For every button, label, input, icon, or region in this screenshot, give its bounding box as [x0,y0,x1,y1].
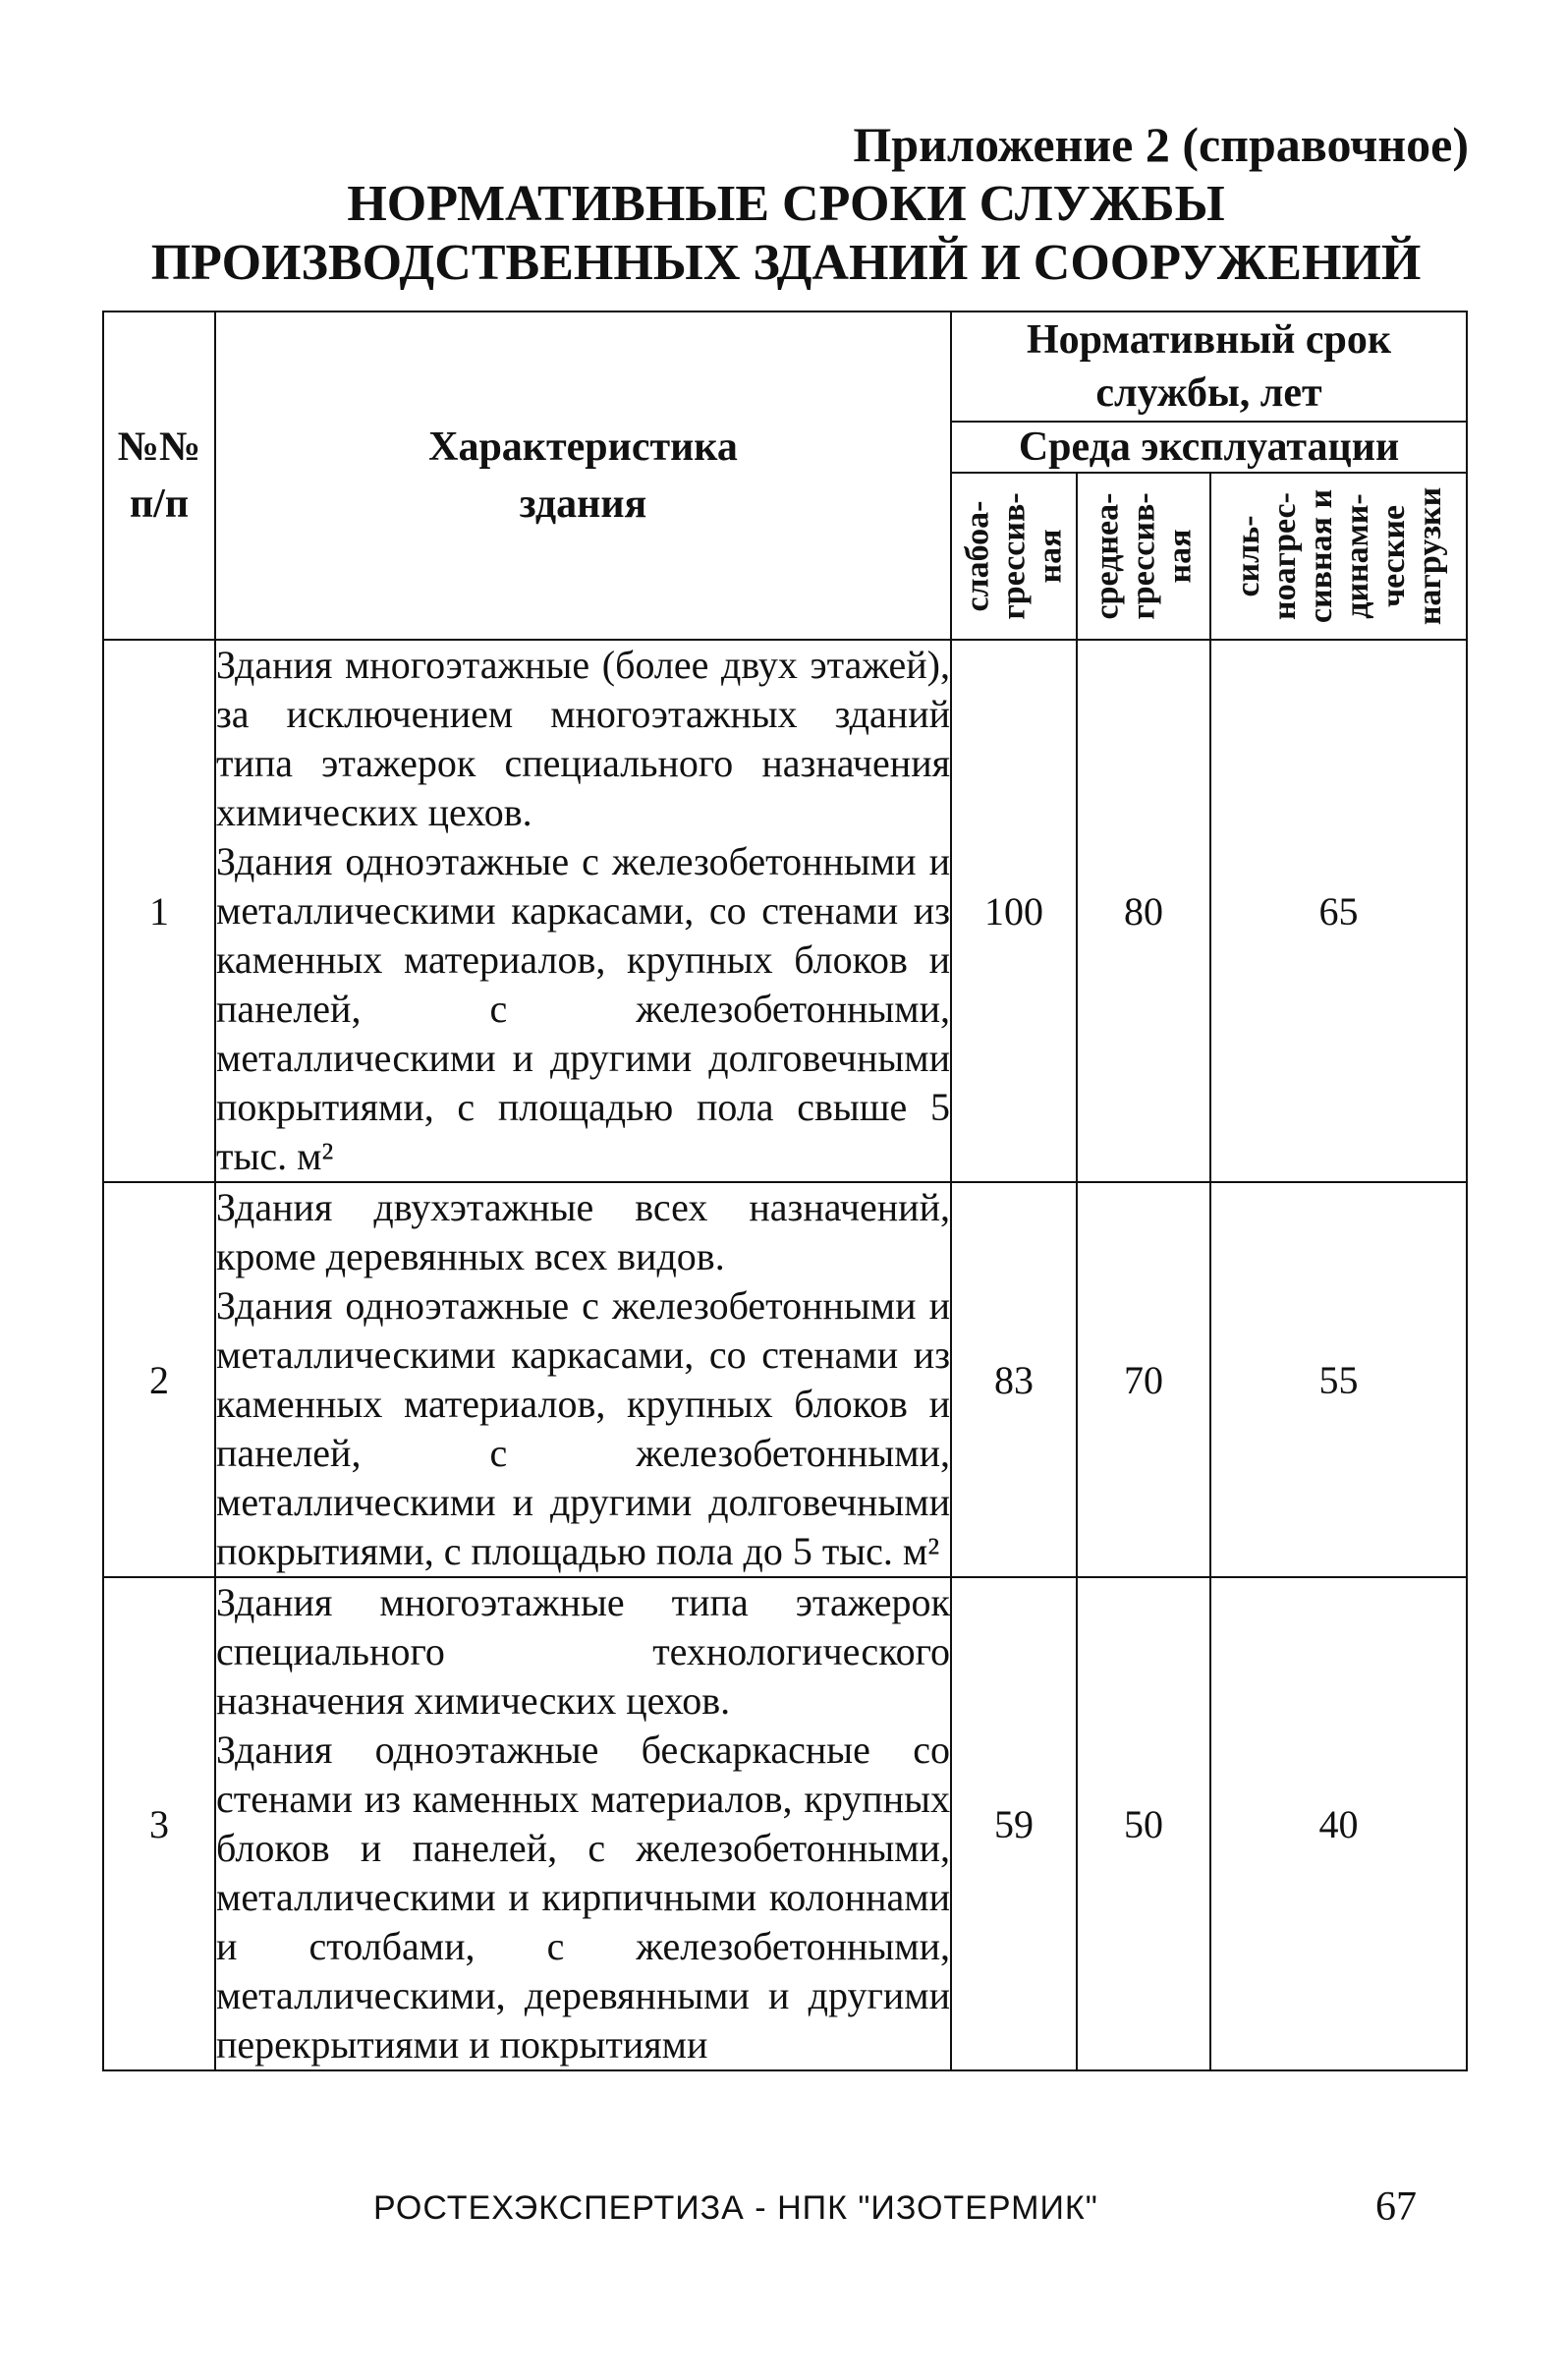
col-header-service-life [951,312,1467,422]
value-medium-aggressive: 80 [1077,640,1210,1182]
col-header-service-life-line-2: службы, лет [1095,370,1322,416]
col-header-weak-aggressive [951,473,1077,640]
value-weak-aggressive: 100 [951,640,1077,1182]
value-weak-aggressive: 83 [951,1182,1077,1577]
value-strong-aggressive: 65 [1210,640,1467,1182]
footer-publisher: РОСТЕХЭКСПЕРТИЗА - НПК "ИЗОТЕРМИК" [373,2189,1098,2227]
value-medium-aggressive: 70 [1077,1182,1210,1577]
service-life-table [102,311,1468,2071]
row-description-paragraph: Здания одноэтажные бескаркасные со стенами из каменных материалов, крупных блоков и панелей, с железобетонными, металлическими и кирпичными колоннами и столбами, с железобетонными, металлическими, деревянными и другими перекрытиями и покрытиями [216,1728,950,2067]
medium-aggressive-line-3: ная [1161,529,1199,584]
row-description [215,1577,951,2070]
strong-aggressive-line-1: силь- [1229,515,1266,597]
col-header-characteristic-line-1: Характеристика [428,425,738,470]
table-row [103,1577,1467,2070]
col-header-service-life-line-1: Нормативный срок [1026,317,1392,363]
col-header-number-line-1: №№ [117,425,201,470]
row-description-paragraph: Здания многоэтажные типа этажерок специального технологического назначения химических цехов. [216,1580,950,1723]
strong-aggressive-line-3: сивная и [1302,488,1339,624]
row-number: 3 [103,1577,215,2070]
row-description-paragraph: Здания одноэтажные с железобетонными и металлическими каркасами, со стенами из каменных материалов, крупных блоков и панелей, с железобетонными, металлическими и другими долговечными покрытиями, с площадью пола свыше 5 тыс. м² [216,839,950,1178]
appendix-label: Приложение 2 (справочное) [853,117,1469,172]
medium-aggressive-line-2: грессив- [1125,492,1162,620]
weak-aggressive-line-1: слабоа- [959,500,996,612]
table-row [103,640,1467,1182]
strong-aggressive-line-5: ческие [1374,504,1412,608]
strong-aggressive-line-2: ноагрес- [1265,492,1303,620]
row-number: 2 [103,1182,215,1577]
row-description-paragraph: Здания одноэтажные с железобетонными и металлическими каркасами, со стенами из каменных материалов, крупных блоков и панелей, с железобетонными, металлическими и другими долговечными покрытиями, с площадью пола до 5 тыс. м² [216,1283,950,1573]
page-number: 67 [1375,2184,1417,2230]
value-medium-aggressive: 50 [1077,1577,1210,2070]
col-header-environment: Среда эксплуатации [951,422,1467,473]
row-description-paragraph: Здания двухэтажные всех назначений, кроме деревянных всех видов. [216,1185,950,1278]
col-header-number-line-2: п/п [129,482,190,527]
value-strong-aggressive: 55 [1210,1182,1467,1577]
strong-aggressive-line-4: динами- [1338,493,1375,619]
weak-aggressive-line-3: ная [1032,529,1069,584]
col-header-number [103,312,215,640]
row-number: 1 [103,640,215,1182]
row-description [215,640,951,1182]
page-title-line-1: НОРМАТИВНЫЕ СРОКИ СЛУЖБЫ [347,176,1225,232]
header-row-1 [103,312,1467,422]
weak-aggressive-line-2: грессив- [995,492,1033,620]
table-row [103,1182,1467,1577]
row-description [215,1182,951,1577]
col-header-strong-aggressive [1210,473,1467,640]
col-header-characteristic-line-2: здания [519,482,647,527]
strong-aggressive-line-6: нагрузки [1411,486,1448,626]
col-header-characteristic [215,312,951,640]
col-header-medium-aggressive [1077,473,1210,640]
value-strong-aggressive: 40 [1210,1577,1467,2070]
page-title-line-2: ПРОИЗВОДСТВЕННЫХ ЗДАНИЙ И СООРУЖЕНИЙ [150,235,1422,291]
value-weak-aggressive: 59 [951,1577,1077,2070]
medium-aggressive-line-1: среднеа- [1089,492,1126,620]
row-description-paragraph: Здания многоэтажные (более двух этажей), за исключением многоэтажных зданий типа этажерок специального назначения химических цехов. [216,643,950,834]
